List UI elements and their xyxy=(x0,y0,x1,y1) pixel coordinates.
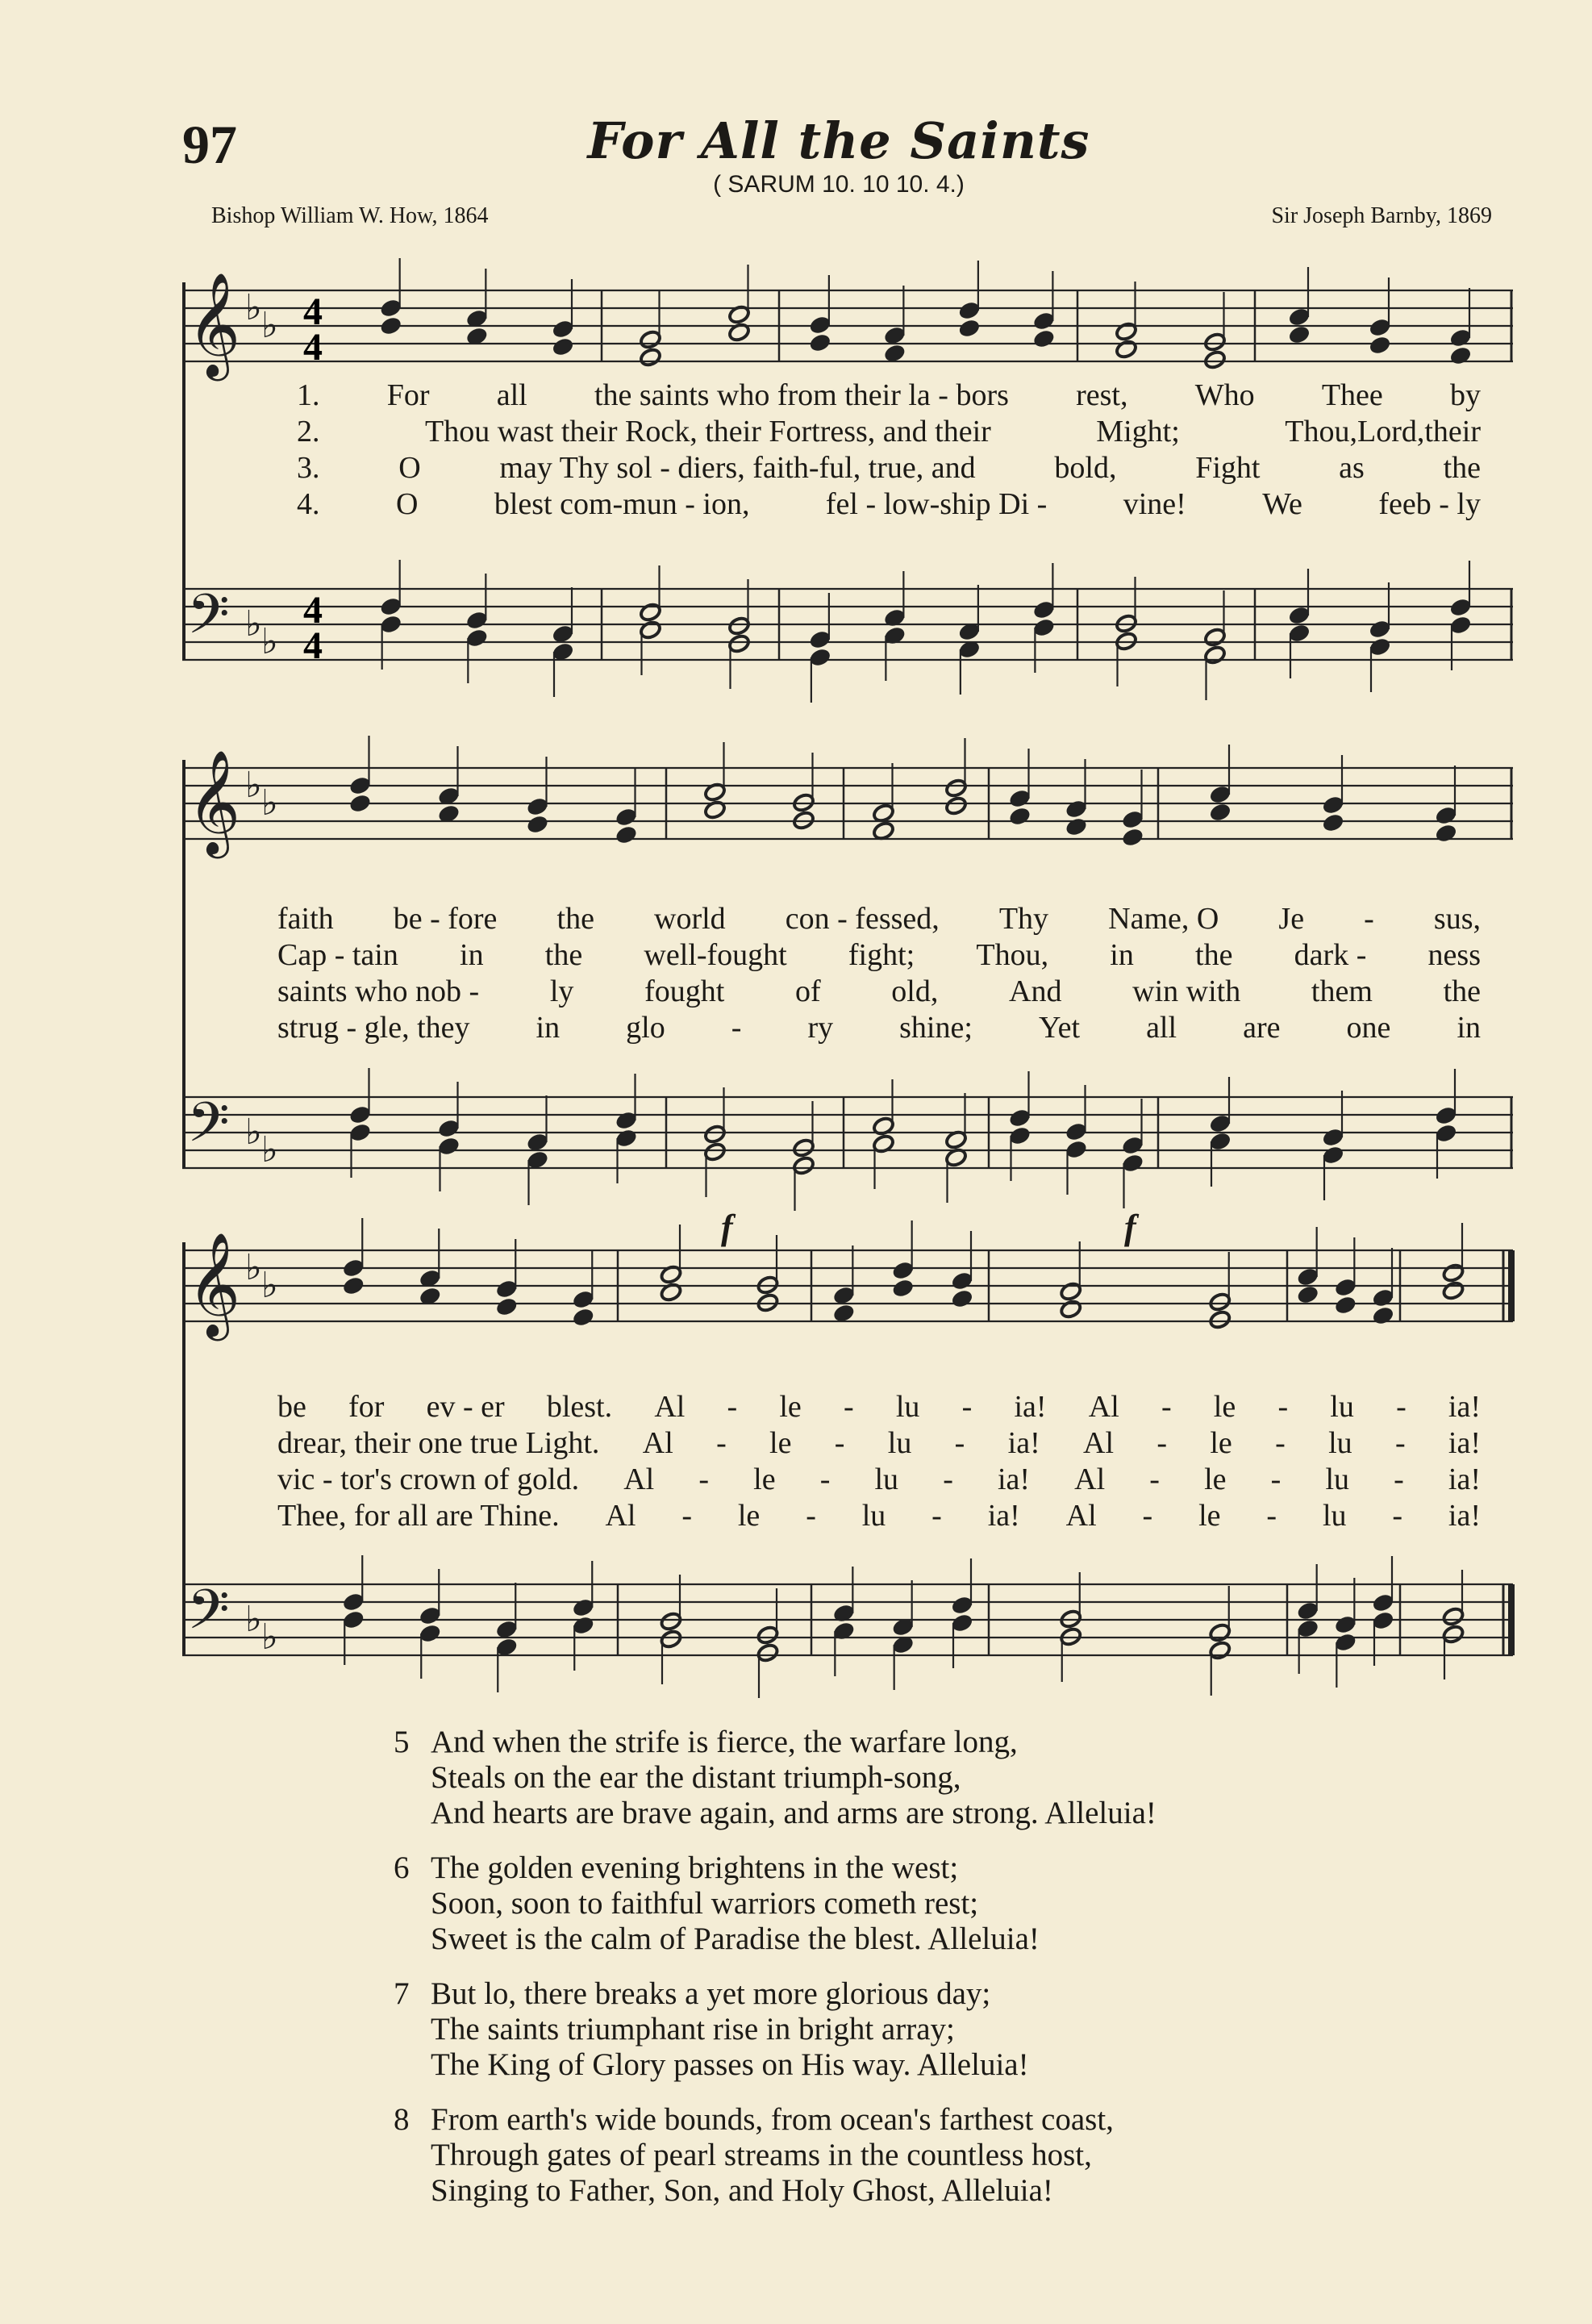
lyric-syllable: Thou, xyxy=(976,938,1049,972)
lyric-syllable: the xyxy=(1443,451,1481,485)
lyric-syllable: lu xyxy=(874,1462,899,1496)
lyric-syllable: le xyxy=(1204,1462,1227,1496)
verse-6 xyxy=(394,1850,1523,1957)
lyric-syllable: be - fore xyxy=(393,902,498,936)
lyric-syllable: vic - tor's crown of gold. xyxy=(277,1462,580,1496)
bass-clef-icon: 𝄢 xyxy=(187,1091,230,1168)
lyric-syllable: ia! xyxy=(987,1499,1020,1533)
lyric-syllable: for xyxy=(348,1390,385,1424)
lyric-line xyxy=(182,486,1513,523)
time-signature: 4 xyxy=(303,326,323,369)
lyric-syllable: Name, O xyxy=(1108,902,1219,936)
lyric-syllable: - xyxy=(819,1462,831,1496)
lyric-syllable: 1. xyxy=(297,378,320,412)
lyric-syllable: Who xyxy=(1194,378,1255,412)
lyric-syllable: saints who nob - xyxy=(277,974,480,1008)
hymn-title: For All the Saints xyxy=(587,111,1090,170)
verse-number: 5 xyxy=(394,1725,410,1759)
lyric-syllable: le xyxy=(753,1462,776,1496)
lyric-syllable: world xyxy=(654,902,726,936)
dynamic-marking-forte: f xyxy=(721,1208,733,1247)
treble-clef-icon: 𝄞 xyxy=(187,749,241,854)
lyric-syllable: Al xyxy=(1088,1390,1119,1424)
time-signature: 4 xyxy=(303,290,323,333)
lyric-syllable: ia! xyxy=(997,1462,1031,1496)
lyric-syllable: blest com-mun - ion, xyxy=(494,487,750,521)
lyric-syllable: - xyxy=(806,1499,816,1533)
lyric-line xyxy=(182,974,1513,1010)
lyric-syllable: Thee, for all are Thine. xyxy=(277,1499,560,1533)
music-system-3 xyxy=(182,1208,1513,1702)
lyric-syllable: fought xyxy=(644,974,725,1008)
lyric-syllable: - xyxy=(1142,1499,1153,1533)
lyric-line xyxy=(182,901,1513,937)
staff xyxy=(182,1584,1513,1655)
lyric-syllable: ia! xyxy=(1448,1462,1481,1496)
lyric-syllable: - xyxy=(834,1426,845,1460)
lyric-syllable: O xyxy=(395,487,419,521)
half-note xyxy=(1208,1309,1232,1330)
lyric-syllable: Might; xyxy=(1096,415,1180,449)
time-signature: 4 xyxy=(303,624,323,667)
lyric-syllable: vine! xyxy=(1123,487,1186,521)
lyric-syllable: feeb - ly xyxy=(1378,487,1481,521)
lyric-syllable: - xyxy=(1156,1426,1167,1460)
lyric-syllable: - xyxy=(954,1426,965,1460)
lyric-syllable: - xyxy=(727,1390,738,1424)
quarter-note xyxy=(342,1275,365,1296)
quarter-note xyxy=(348,793,372,814)
lyric-syllable: le xyxy=(1213,1390,1236,1424)
flat-icon: ♭ xyxy=(261,621,278,662)
lyric-syllable: Al xyxy=(642,1426,673,1460)
lyric-syllable: lu xyxy=(861,1499,886,1533)
lyric-syllable: the xyxy=(1195,938,1233,972)
verse-number: 7 xyxy=(394,1976,410,2011)
verse-7 xyxy=(394,1976,1523,2083)
quarter-note xyxy=(495,1296,519,1317)
quarter-note xyxy=(957,318,981,339)
lyric-syllable: ly xyxy=(549,974,574,1008)
lyric-syllable: Thee xyxy=(1321,378,1383,412)
lyric-syllable: le xyxy=(1210,1426,1232,1460)
lyric-syllable: - xyxy=(731,1011,742,1045)
verse-line: Soon, soon to faithful warriors cometh rest; xyxy=(431,1886,979,1921)
lyric-syllable: old, xyxy=(891,974,939,1008)
lyric-syllable: - xyxy=(1394,1426,1406,1460)
lyric-syllable: sus, xyxy=(1433,902,1481,936)
verse-line: Through gates of pearl streams in the countless host, xyxy=(431,2138,1092,2172)
flat-icon: ♭ xyxy=(261,305,278,346)
lyric-syllable: the xyxy=(556,902,594,936)
treble-clef-icon: 𝄞 xyxy=(187,272,241,377)
flat-icon: ♭ xyxy=(245,765,262,806)
quarter-note xyxy=(1369,335,1392,356)
music-system-2 xyxy=(182,749,1513,1200)
lyric-syllable: well-fought xyxy=(644,938,787,972)
lyric-syllable: all xyxy=(496,378,527,412)
bass-clef-icon: 𝄢 xyxy=(187,583,230,660)
quarter-note xyxy=(951,1288,974,1309)
lyric-syllable: le xyxy=(779,1390,802,1424)
lyric-syllable: glo xyxy=(626,1011,665,1045)
lyric-syllable: ev - er xyxy=(426,1390,505,1424)
staff xyxy=(182,1097,1513,1168)
verse-line: But lo, there breaks a yet more glorious day; xyxy=(431,1976,991,2011)
lyric-syllable: by xyxy=(1450,378,1481,412)
lyric-syllable: faith xyxy=(277,902,334,936)
flat-icon: ♭ xyxy=(245,1112,262,1153)
half-note xyxy=(1115,339,1138,360)
lyric-syllable: one xyxy=(1346,1011,1391,1045)
flat-icon: ♭ xyxy=(245,1247,262,1288)
quarter-note xyxy=(891,1278,915,1299)
verse-line: Sweet is the calm of Paradise the blest. Alleluia! xyxy=(431,1921,1040,1956)
lyric-syllable: are xyxy=(1243,1011,1281,1045)
lyric-syllable: - xyxy=(943,1462,953,1496)
lyric-line xyxy=(182,1498,1513,1534)
lyric-syllable: may Thy sol - diers, faith-ful, true, and xyxy=(499,451,976,485)
verse-line: Singing to Father, Son, and Holy Ghost, Alleluia! xyxy=(431,2173,1053,2208)
quarter-note xyxy=(379,315,402,336)
lyric-syllable: lu xyxy=(1328,1426,1352,1460)
lyric-syllable: Je xyxy=(1278,902,1305,936)
lyric-syllable: dark - xyxy=(1294,938,1367,972)
lyric-syllable: - xyxy=(1149,1462,1160,1496)
lyric-syllable: them xyxy=(1311,974,1373,1008)
lyric-syllable: For xyxy=(386,378,430,412)
lyric-syllable: in xyxy=(536,1011,561,1045)
verse-number: 6 xyxy=(394,1850,410,1885)
bass-clef-icon: 𝄢 xyxy=(187,1579,230,1655)
quarter-note xyxy=(1032,328,1056,349)
lyric-syllable: Yet xyxy=(1038,1011,1081,1045)
lyric-syllable: in xyxy=(1457,1011,1481,1045)
time-signature: 4 xyxy=(303,589,323,632)
lyric-syllable: ia! xyxy=(1448,1390,1481,1424)
lyric-syllable: - xyxy=(1396,1390,1407,1424)
lyric-syllable: - xyxy=(698,1462,710,1496)
lyric-syllable: blest. xyxy=(546,1390,613,1424)
verse-line: And when the strife is fierce, the warfare long, xyxy=(431,1725,1018,1759)
verse-8 xyxy=(394,2102,1523,2209)
music-system-1 xyxy=(182,258,1513,742)
lyric-line xyxy=(182,1425,1513,1462)
lyric-syllable: of xyxy=(794,974,821,1008)
verse-line: The King of Glory passes on His way. Alleluia! xyxy=(431,2047,1029,2082)
lyric-syllable: - xyxy=(931,1499,942,1533)
hymn-number: 97 xyxy=(182,114,237,175)
quarter-note xyxy=(808,332,831,353)
lyric-syllable: - xyxy=(1364,902,1374,936)
lyric-syllable: lu xyxy=(1330,1390,1354,1424)
lyric-syllable: We xyxy=(1262,487,1302,521)
quarter-note xyxy=(1008,806,1031,827)
lyric-syllable: Al xyxy=(605,1499,636,1533)
dynamic-marking-forte: f xyxy=(1124,1208,1136,1247)
lyric-syllable: bold, xyxy=(1054,451,1117,485)
lyric-syllable: fel - low-ship Di - xyxy=(825,487,1048,521)
lyric-line xyxy=(182,414,1513,450)
lyric-syllable: - xyxy=(1266,1499,1277,1533)
lyric-syllable: fight; xyxy=(848,938,915,972)
lyric-syllable: - xyxy=(961,1390,973,1424)
lyric-syllable: - xyxy=(1392,1499,1403,1533)
lyric-line xyxy=(182,450,1513,486)
lyric-syllable: - xyxy=(1394,1462,1404,1496)
lyric-line xyxy=(182,1462,1513,1498)
lyric-syllable: 3. xyxy=(297,451,320,485)
lyric-syllable: ness xyxy=(1427,938,1481,972)
quarter-note xyxy=(1334,1295,1357,1316)
quarter-note xyxy=(615,824,638,845)
lyric-syllable: le xyxy=(737,1499,761,1533)
lyric-syllable: - xyxy=(844,1390,854,1424)
lyric-syllable: ry xyxy=(807,1011,834,1045)
quarter-note xyxy=(526,814,549,835)
lyric-syllable: Al xyxy=(1083,1426,1115,1460)
lyric-syllable: Al xyxy=(1074,1462,1106,1496)
lyric-syllable: all xyxy=(1146,1011,1177,1045)
quarter-note xyxy=(552,336,575,357)
composer-credit: Sir Joseph Barnby, 1869 xyxy=(1271,203,1492,228)
lyric-line xyxy=(182,378,1513,414)
flat-icon: ♭ xyxy=(261,1129,278,1170)
lyric-syllable: be xyxy=(277,1390,306,1424)
lyric-syllable: the xyxy=(544,938,583,972)
lyric-syllable: strug - gle, they xyxy=(277,1011,470,1045)
lyric-syllable: Al xyxy=(623,1462,655,1496)
lyric-syllable: win with xyxy=(1132,974,1241,1008)
lyric-syllable: Thou,Lord,their xyxy=(1285,415,1481,449)
lyric-syllable: Thy xyxy=(998,902,1049,936)
quarter-note xyxy=(1209,802,1232,823)
additional-verses xyxy=(394,1725,1523,2228)
treble-clef-icon: 𝄞 xyxy=(187,1232,241,1337)
lyric-syllable: Fight xyxy=(1195,451,1261,485)
lyric-syllable: the saints who from their la - bors xyxy=(594,378,1009,412)
lyric-syllable: And xyxy=(1009,974,1062,1008)
lyric-syllable: Al xyxy=(1065,1499,1097,1533)
lyric-syllable: ia! xyxy=(1448,1426,1481,1460)
quarter-note xyxy=(1449,345,1473,366)
flat-icon: ♭ xyxy=(245,603,262,645)
verse-line: From earth's wide bounds, from ocean's farthest coast, xyxy=(431,2102,1114,2137)
lyric-line xyxy=(182,1010,1513,1046)
lyric-line xyxy=(182,1389,1513,1425)
flat-icon: ♭ xyxy=(261,1617,278,1658)
lyric-syllable: con - fessed, xyxy=(785,902,940,936)
lyric-syllable: - xyxy=(716,1426,727,1460)
lyric-syllable: - xyxy=(1277,1390,1289,1424)
lyric-syllable: lu xyxy=(887,1426,912,1460)
lyric-syllable: 4. xyxy=(297,487,320,521)
lyric-syllable: 2. xyxy=(297,415,320,449)
quarter-note xyxy=(1296,1284,1319,1305)
flat-icon: ♭ xyxy=(261,782,278,824)
lyric-syllable: in xyxy=(460,938,484,972)
half-note xyxy=(1203,349,1227,370)
lyric-syllable: the xyxy=(1443,974,1481,1008)
half-note xyxy=(1059,1299,1082,1320)
lyric-syllable: - xyxy=(681,1499,692,1533)
flat-icon: ♭ xyxy=(245,287,262,328)
lyric-syllable: le xyxy=(1198,1499,1221,1533)
staff xyxy=(182,768,1513,839)
lyric-syllable: - xyxy=(1161,1390,1172,1424)
lyric-line xyxy=(182,937,1513,974)
lyric-syllable: ia! xyxy=(1448,1499,1481,1533)
lyric-syllable: in xyxy=(1110,938,1134,972)
verse-line: The saints triumphant rise in bright array; xyxy=(431,2012,955,2047)
half-note xyxy=(944,795,968,816)
verse-number: 8 xyxy=(394,2102,410,2137)
lyric-syllable: as xyxy=(1339,451,1365,485)
quarter-note xyxy=(1322,812,1345,833)
lyric-syllable: - xyxy=(1270,1462,1282,1496)
quarter-note xyxy=(1372,1305,1395,1326)
verse-line: The golden evening brightens in the west; xyxy=(431,1850,959,1885)
flat-icon: ♭ xyxy=(261,1265,278,1306)
lyric-syllable: O xyxy=(398,451,421,485)
lyric-syllable: drear, their one true Light. xyxy=(277,1426,600,1460)
quarter-note xyxy=(1288,324,1311,345)
lyric-syllable: ia! xyxy=(1007,1426,1040,1460)
verse-5 xyxy=(394,1725,1523,1831)
author-credit: Bishop William W. How, 1864 xyxy=(211,203,489,228)
lyric-syllable: Al xyxy=(654,1390,686,1424)
tune-name: ( SARUM 10. 10 10. 4.) xyxy=(713,171,965,198)
lyric-syllable: rest, xyxy=(1076,378,1128,412)
flat-icon: ♭ xyxy=(245,1599,262,1640)
lyric-syllable: Thou wast their Rock, their Fortress, and their xyxy=(425,415,991,449)
quarter-note xyxy=(1121,827,1144,848)
quarter-note xyxy=(1435,823,1458,844)
verse-line: And hearts are brave again, and arms are strong. Alleluia! xyxy=(431,1796,1156,1830)
lyric-syllable: ia! xyxy=(1014,1390,1047,1424)
half-note xyxy=(1442,1280,1465,1301)
lyric-syllable: shine; xyxy=(899,1011,973,1045)
quarter-note xyxy=(1065,816,1088,837)
lyric-syllable: Cap - tain xyxy=(277,938,398,972)
lyric-syllable: lu xyxy=(1322,1499,1347,1533)
quarter-note xyxy=(572,1307,595,1328)
half-note xyxy=(639,347,662,368)
lyric-syllable: - xyxy=(1275,1426,1286,1460)
lyric-syllable: le xyxy=(769,1426,792,1460)
lyric-syllable: lu xyxy=(895,1390,920,1424)
lyric-syllable: lu xyxy=(1325,1462,1349,1496)
verse-line: Steals on the ear the distant triumph-song, xyxy=(431,1760,961,1795)
